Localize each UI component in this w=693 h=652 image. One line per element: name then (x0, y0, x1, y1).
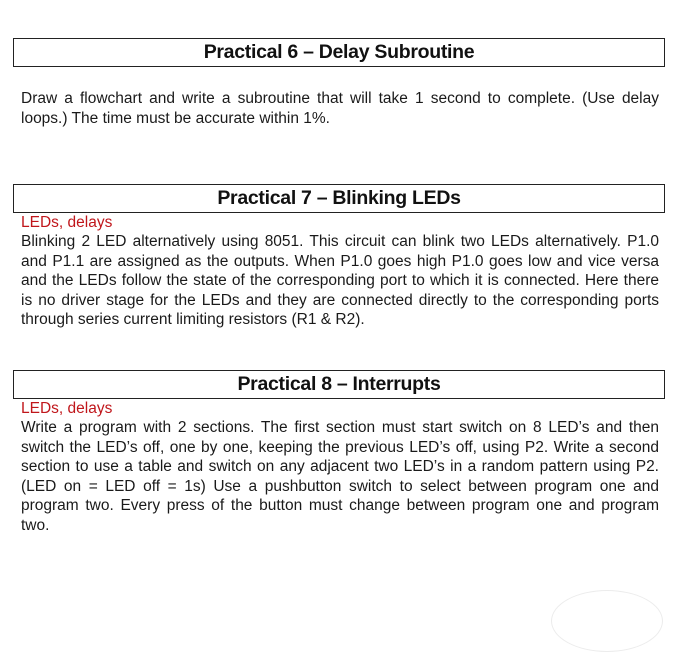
practical-7-tag: LEDs, delays (21, 214, 113, 231)
practical-8-description: Write a program with 2 sections. The first section must start switch on 8 LED’s and then switch the LED’s off, one by one, keeping the previous LED’s off, using P2. Write a second section to use a table and switch on any adjacent two LED’s in a random pattern using P2. (LED on = LED off = 1s) Use a pushbutton switch to select between program one and program two. Every press of the button must change between program one and program two. (21, 419, 659, 534)
practical-6-section (13, 38, 665, 128)
practical-6-title: Practical 6 – Delay Subroutine (13, 38, 665, 67)
practical-7-title: Practical 7 – Blinking LEDs (13, 184, 665, 213)
practical-8-section (13, 370, 665, 536)
practical-8-title: Practical 8 – Interrupts (13, 370, 665, 399)
practical-7-section (13, 184, 665, 330)
watermark-arc (551, 590, 663, 652)
practical-6-description: Draw a flowchart and write a subroutine that will take 1 second to complete. (Use delay loops.) The time must be accurate within 1%. (21, 90, 659, 127)
practical-8-tag: LEDs, delays (21, 400, 113, 417)
practical-7-description: Blinking 2 LED alternatively using 8051. This circuit can blink two LEDs alternatively. P1.0 and P1.1 are assigned as the outputs. When P1.0 goes high P1.0 goes low and vice versa and the LEDs follow the state of the corresponding port to which it is connected. Here there is no driver stage for the LEDs and they are connected directly to the corresponding ports through series current limiting resistors (R1 & R2). (21, 233, 659, 329)
